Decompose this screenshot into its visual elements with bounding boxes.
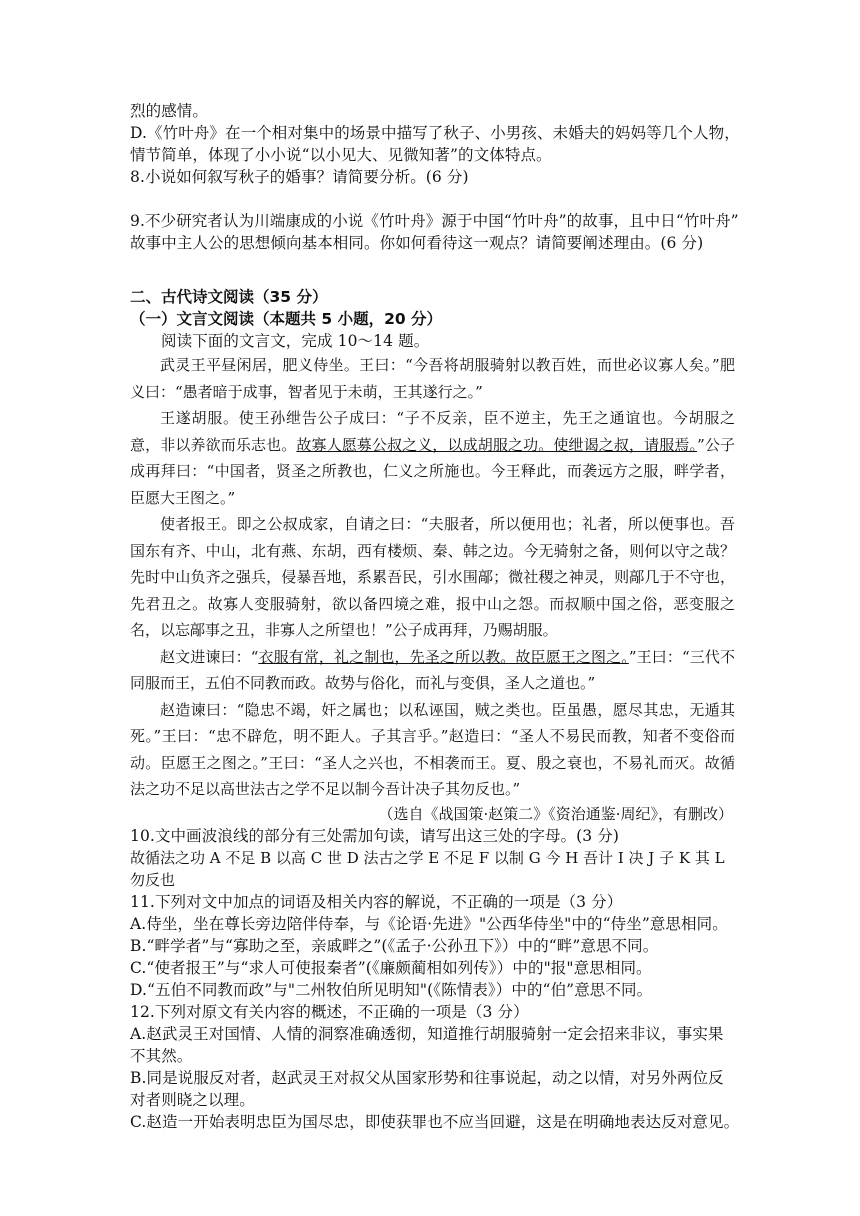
question-10: 10.文中画波浪线的部分有三处需加句读，请写出这三处的字母。(3 分) bbox=[130, 826, 620, 845]
reading-instruction: 阅读下面的文言文，完成 10～14 题。 bbox=[161, 332, 430, 350]
question-11-option-d: D.“五伯不同教而政”与"二州牧伯所见明知"(《陈情表》）中的“伯”意思不同。 bbox=[130, 980, 653, 999]
question-12-option-b-line2: 对者则晓之以理。 bbox=[130, 1090, 255, 1109]
section-2-title: 二、古代诗文阅读（35 分） bbox=[130, 288, 328, 306]
question-12-option-c: C.赵造一开始表明忠臣为国尽忠，即使获罪也不应当回避，这是在明确地表达反对意见。 bbox=[130, 1112, 740, 1131]
question-11-option-a: A.侍坐，坐在尊长旁边陪伴侍奉，与《论语·先进》"公西华侍坐"中的“侍坐”意思相同。 bbox=[130, 914, 728, 933]
underlined-sentence-1: 故寡人愿募公叔之义，以成胡服之功。使绁谒之叔，请服焉。 bbox=[296, 435, 698, 454]
answer-space bbox=[130, 254, 735, 276]
passage-paragraph-3: 使者报王。即之公叔成家，自请之曰：“夫服者，所以便用也；礼者，所以便事也。吾国东有齐、中山，北有燕、东胡，西有楼烦、秦、韩之边。今无骑射之备，则何以守之哉？先时中山负齐之强兵，侵暴吾地，系累吾民，引水围鄗；微社稷之神灵，则鄗几于不守也，先君丑之。故寡人变服骑射，欲以备四境之难，报中山之怨。而叔顺中国之俗，恶变服之名，以忘鄗事之丑，非寡人之所望也！”公子成再拜，乃赐胡服。 bbox=[130, 515, 735, 639]
question-9-line1: 9.不少研究者认为川端康成的小说《竹叶舟》源于中国“竹叶舟”的故事，且中日“竹叶舟” bbox=[130, 212, 739, 230]
question-9-line2: 故事中主人公的思想倾向基本相同。你如何看待这一观点？请简要阐述理由。(6 分) bbox=[130, 234, 704, 252]
question-10-sequence: 故循法之功 A 不足 B 以高 C 世 D 法古之学 E 不足 F 以制 G 今 H 吾计 I 决 J 子 K 其 L 勿反也 bbox=[130, 848, 725, 889]
question-12-option-a-line1: A.赵武灵王对国情、人情的洞察准确透彻，知道推行胡服骑射一定会招来非议，事实果 bbox=[130, 1024, 724, 1043]
question-12-option-b-line1: B.同是说服反对者，赵武灵王对叔父从国家形势和往事说起，动之以情，对另外两位反 bbox=[130, 1068, 724, 1087]
subsection-1-title: （一）文言文阅读（本题共 5 小题，20 分） bbox=[130, 310, 443, 328]
question-12-option-a-line2: 不其然。 bbox=[130, 1046, 193, 1065]
question-12: 12.下列对原文有关内容的概述，不正确的一项是（3 分） bbox=[130, 1002, 529, 1021]
passage-text: 王遂胡服。使王孙绁告公子成曰：“子不反亲，臣不逆主，先王之通谊也。今胡服之意，非以养欲而乐志也。 bbox=[130, 409, 735, 454]
answer-space bbox=[130, 188, 735, 210]
question-11-option-c: C.“使者报王”与“求人可使报秦者”(《廉颇蔺相如列传》）中的"报"意思相同。 bbox=[130, 958, 652, 977]
prev-text-line: 烈的感情。 bbox=[130, 102, 209, 120]
passage-text: 赵文进谏曰：“ bbox=[160, 647, 259, 666]
passage-paragraph-1: 武灵王平昼闲居，肥义侍坐。王曰：“今吾将胡服骑射以教百姓，而世必议寡人矣。”肥义曰：“愚者暗于成事，智者见于未萌，王其遂行之。” bbox=[130, 356, 735, 401]
passage-text: ”王曰：“三代不同服而王，五伯不同教而政。故势与俗化，而礼与变俱，圣人之道也。” bbox=[130, 647, 735, 692]
question-8: 8.小说如何叙写秋子的婚事？请简要分析。(6 分) bbox=[130, 168, 469, 186]
passage-source: （选自《战国策·赵策二》《资治通鉴·周纪》，有删改） bbox=[378, 804, 733, 823]
passage-text: ”公子成再拜曰：“中国者，贤圣之所教也，仁义之所施也。今王释此，而袭远方之服，畔学者，臣愿大王图之。” bbox=[130, 435, 735, 507]
exam-page bbox=[130, 100, 740, 1133]
passage-paragraph-2 bbox=[130, 405, 735, 511]
question-11: 11.下列对文中加点的词语及相关内容的解说，不正确的一项是（3 分） bbox=[130, 892, 623, 911]
q7-option-d-line2: 情节简单，体现了小小说“以小见大、见微知著”的文体特点。 bbox=[130, 146, 552, 164]
q7-option-d-line1: D.《竹叶舟》在一个相对集中的场景中描写了秋子、小男孩、未婚夫的妈妈等几个人物， bbox=[130, 124, 740, 142]
passage-paragraph-4 bbox=[130, 644, 735, 697]
question-11-option-b: B.“畔学者”与“寡助之至，亲戚畔之”(《孟子·公孙丑下》）中的“畔”意思不同。 bbox=[130, 936, 659, 955]
passage-paragraph-5: 赵造谏曰：“隐忠不竭，奸之属也；以私诬国，贼之类也。臣虽愚，愿尽其忠，无遁其死。”王曰：“忠不辟危，明不距人。子其言乎。”赵造曰：“圣人不易民而教，知者不变俗而动。臣愿王之图之。”王曰：“圣人之兴也，不相袭而王。夏、殷之衰也，不易礼而灭。故循法之功不足以高世法古之学不足以制今吾计决子其勿反也。” bbox=[130, 700, 735, 798]
underlined-sentence-2: 衣服有常，礼之制也，先圣之所以教。故臣愿王之图之。 bbox=[258, 647, 629, 666]
